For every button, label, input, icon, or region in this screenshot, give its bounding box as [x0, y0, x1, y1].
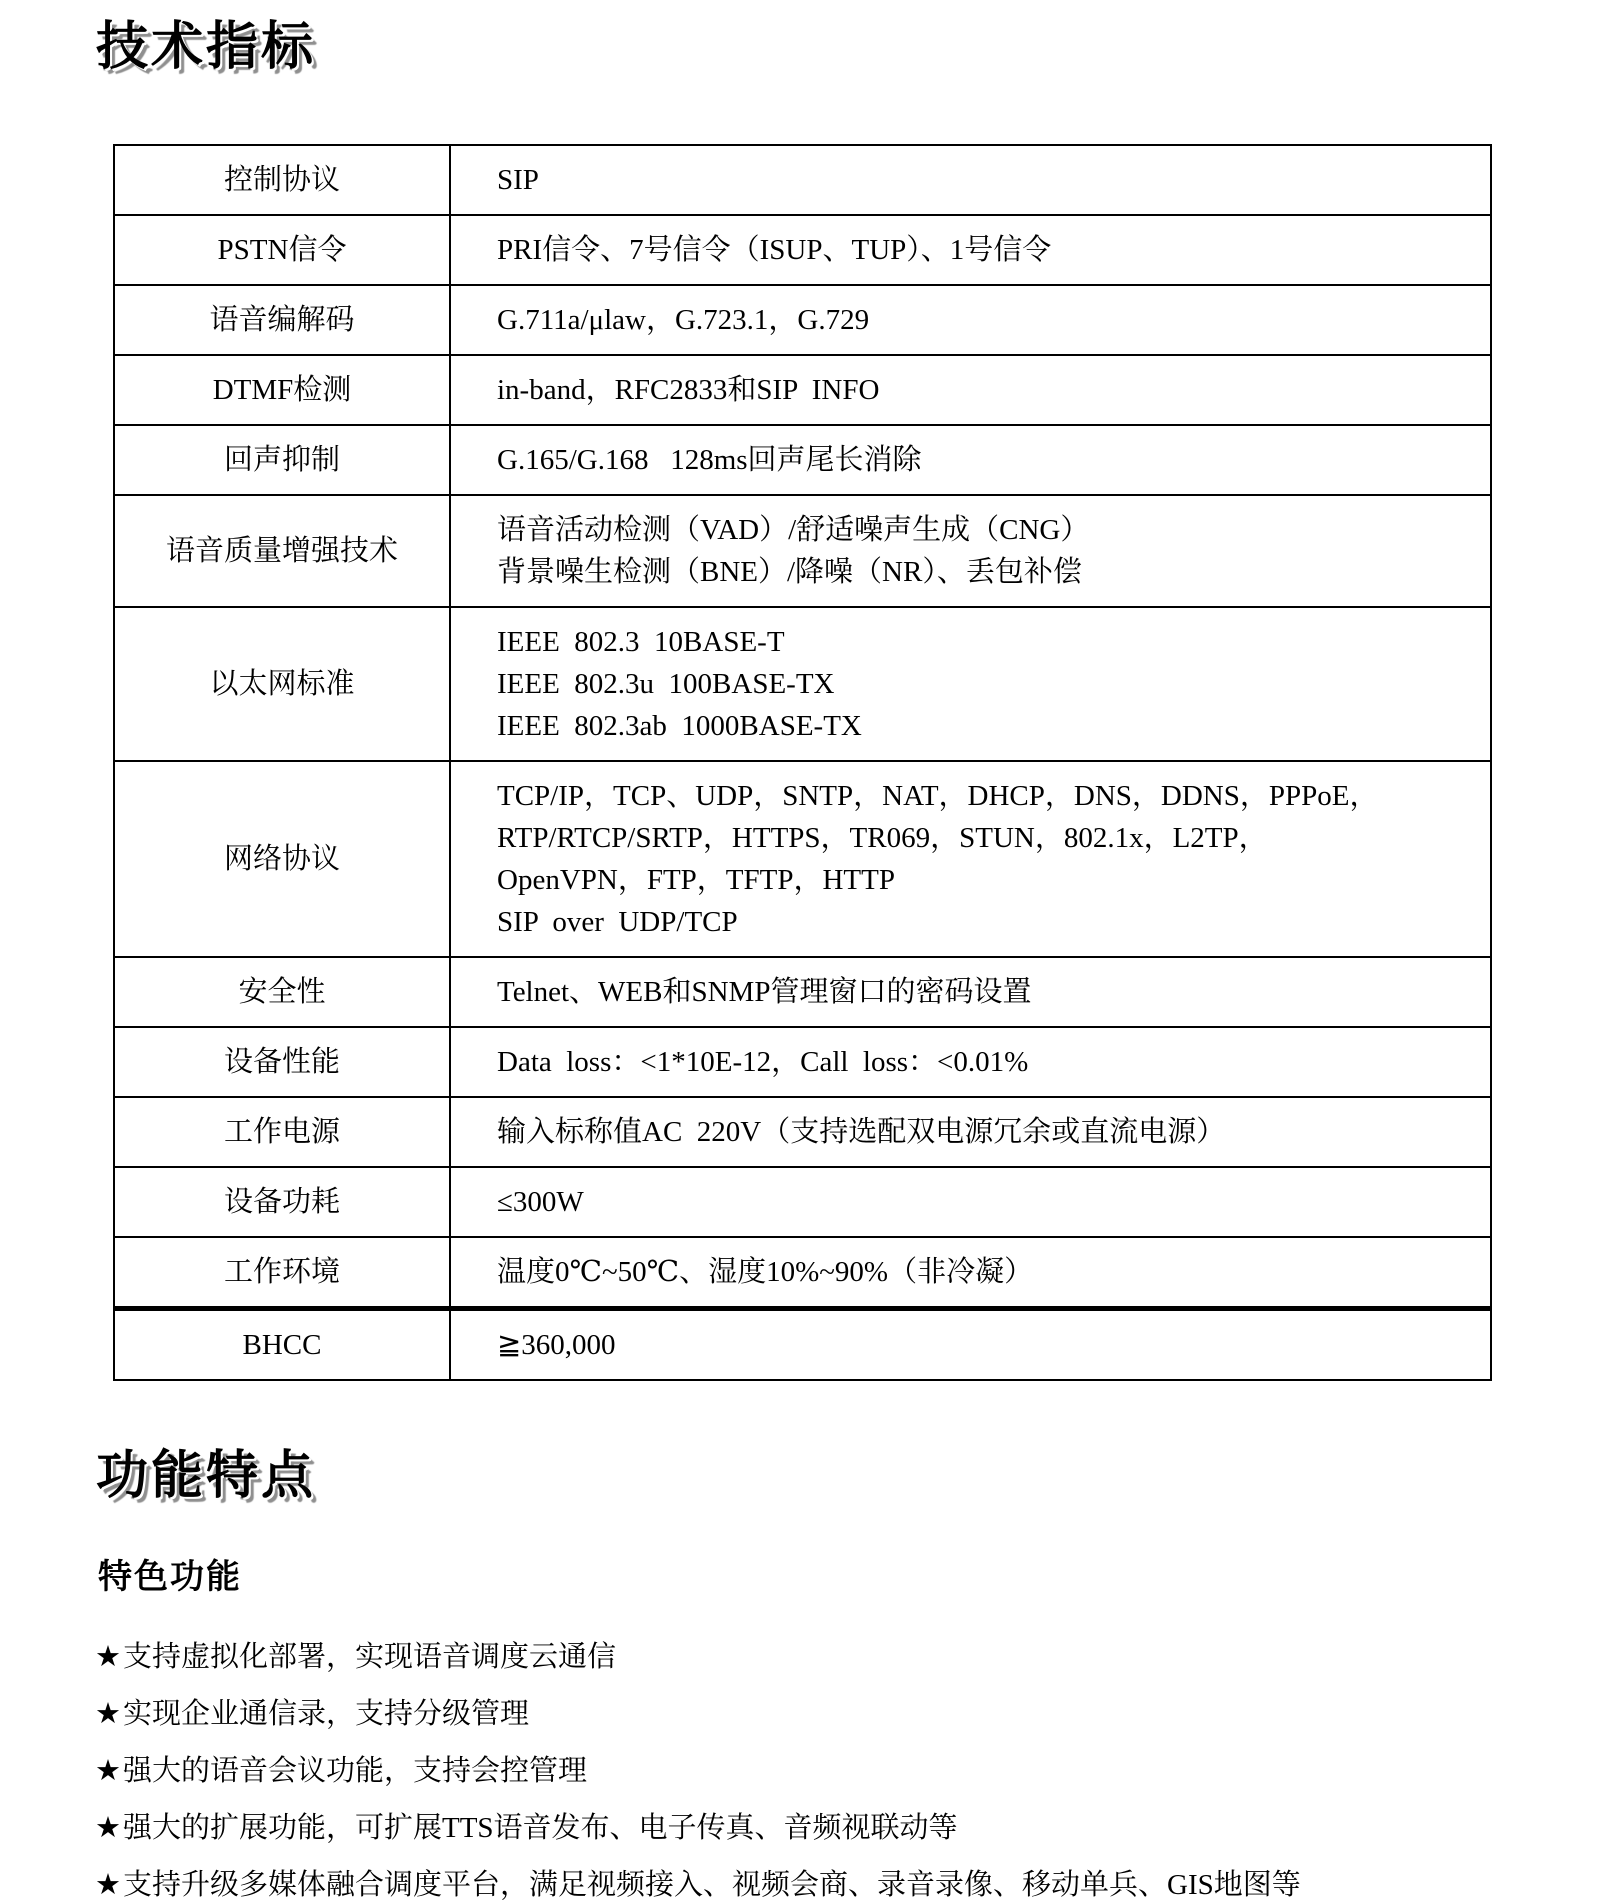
table-row: [114, 1097, 1491, 1167]
spec-value-line: Data loss：<1*10E-12，Call loss：<0.01%: [497, 1045, 1029, 1078]
table-row: [114, 957, 1491, 1027]
spec-value-line: 输入标称值AC 220V（支持选配双电源冗余或直流电源）: [497, 1115, 1226, 1148]
table-row: [114, 1167, 1491, 1237]
feature-list: [0, 1642, 1605, 1901]
spec-value-line: PRI信令、7号信令（ISUP、TUP）、1号信令: [497, 233, 1052, 266]
table-row: [114, 761, 1491, 957]
spec-label: 工作电源: [114, 1097, 450, 1167]
spec-label: BHCC: [114, 1308, 450, 1380]
table-row: [114, 607, 1491, 761]
spec-label: 控制协议: [114, 145, 450, 215]
spec-value-line: IEEE 802.3ab 1000BASE-TX: [497, 709, 862, 742]
star-icon: ★: [95, 1697, 121, 1730]
spec-value-line: IEEE 802.3 10BASE-T: [497, 625, 785, 658]
spec-label: 设备功耗: [114, 1167, 450, 1237]
list-item: [95, 1756, 1605, 1787]
spec-label: 安全性: [114, 957, 450, 1027]
spec-value: [450, 285, 1491, 355]
spec-value: [450, 145, 1491, 215]
table-row: [114, 1237, 1491, 1309]
table-row: [114, 1308, 1491, 1380]
spec-value-line: G.165/G.168 128ms回声尾长消除: [497, 443, 922, 476]
feature-text: 强大的语音会议功能，支持会控管理: [123, 1754, 588, 1787]
spec-value-line: SIP over UDP/TCP: [497, 905, 738, 938]
star-icon: ★: [95, 1868, 121, 1901]
spec-label: 语音编解码: [114, 285, 450, 355]
feature-text: 支持升级多媒体融合调度平台，满足视频接入、视频会商、录音录像、移动单兵、GIS地图等: [123, 1868, 1301, 1901]
spec-table: [113, 144, 1492, 1381]
table-row: [114, 285, 1491, 355]
spec-value: [450, 495, 1491, 607]
spec-value-line: ≧360,000: [497, 1328, 616, 1361]
list-item: [95, 1813, 1605, 1844]
spec-label: DTMF检测: [114, 355, 450, 425]
spec-value-line: 语音活动检测（VAD）/舒适噪声生成（CNG）: [497, 513, 1090, 546]
spec-label: 设备性能: [114, 1027, 450, 1097]
feature-text: 支持虚拟化部署，实现语音调度云通信: [123, 1640, 617, 1673]
special-functions-subheading: 特色功能: [98, 1558, 242, 1596]
spec-value: [450, 1167, 1491, 1237]
list-item: [95, 1642, 1605, 1673]
star-icon: ★: [95, 1754, 121, 1787]
spec-value-line: Telnet、WEB和SNMP管理窗口的密码设置: [497, 975, 1032, 1008]
spec-value: [450, 761, 1491, 957]
spec-value: [450, 1237, 1491, 1309]
spec-value: [450, 957, 1491, 1027]
feature-text: 强大的扩展功能，可扩展TTS语音发布、电子传真、音频视联动等: [123, 1811, 958, 1844]
spec-value-line: SIP: [497, 163, 539, 196]
spec-label: 以太网标准: [114, 607, 450, 761]
table-row: [114, 215, 1491, 285]
spec-value: [450, 355, 1491, 425]
table-row: [114, 425, 1491, 495]
spec-value: [450, 215, 1491, 285]
spec-value-line: in-band，RFC2833和SIP INFO: [497, 373, 880, 406]
spec-label: 工作环境: [114, 1237, 450, 1309]
spec-value: [450, 607, 1491, 761]
spec-value-line: TCP/IP，TCP、UDP，SNTP，NAT，DHCP，DNS，DDNS，PPPoE，: [497, 779, 1379, 812]
spec-label: 回声抑制: [114, 425, 450, 495]
table-row: [114, 145, 1491, 215]
spec-value-line: 温度0℃~50℃、湿度10%~90%（非冷凝）: [497, 1255, 1034, 1288]
spec-value-line: ≤300W: [497, 1185, 584, 1218]
spec-value-line: RTP/RTCP/SRTP，HTTPS，TR069，STUN，802.1x，L2TP，: [497, 821, 1268, 854]
table-row: [114, 355, 1491, 425]
spec-label: 网络协议: [114, 761, 450, 957]
spec-value-line: OpenVPN，FTP，TFTP，HTTP: [497, 863, 895, 896]
spec-label: PSTN信令: [114, 215, 450, 285]
spec-label: 语音质量增强技术: [114, 495, 450, 607]
spec-value: [450, 1308, 1491, 1380]
list-item: [95, 1699, 1605, 1730]
table-row: [114, 495, 1491, 607]
features-heading: 功能特点: [96, 1447, 317, 1505]
star-icon: ★: [95, 1640, 121, 1673]
spec-value: [450, 425, 1491, 495]
spec-value-line: 背景噪生检测（BNE）/降噪（NR）、丢包补偿: [497, 555, 1082, 588]
feature-text: 实现企业通信录，支持分级管理: [123, 1697, 530, 1730]
spec-value: [450, 1097, 1491, 1167]
spec-value: [450, 1027, 1491, 1097]
table-row: [114, 1027, 1491, 1097]
spec-value-line: G.711a/μlaw，G.723.1，G.729: [497, 303, 870, 336]
star-icon: ★: [95, 1811, 121, 1844]
tech-specs-heading: 技术指标: [96, 19, 317, 76]
spec-value-line: IEEE 802.3u 100BASE-TX: [497, 667, 835, 700]
